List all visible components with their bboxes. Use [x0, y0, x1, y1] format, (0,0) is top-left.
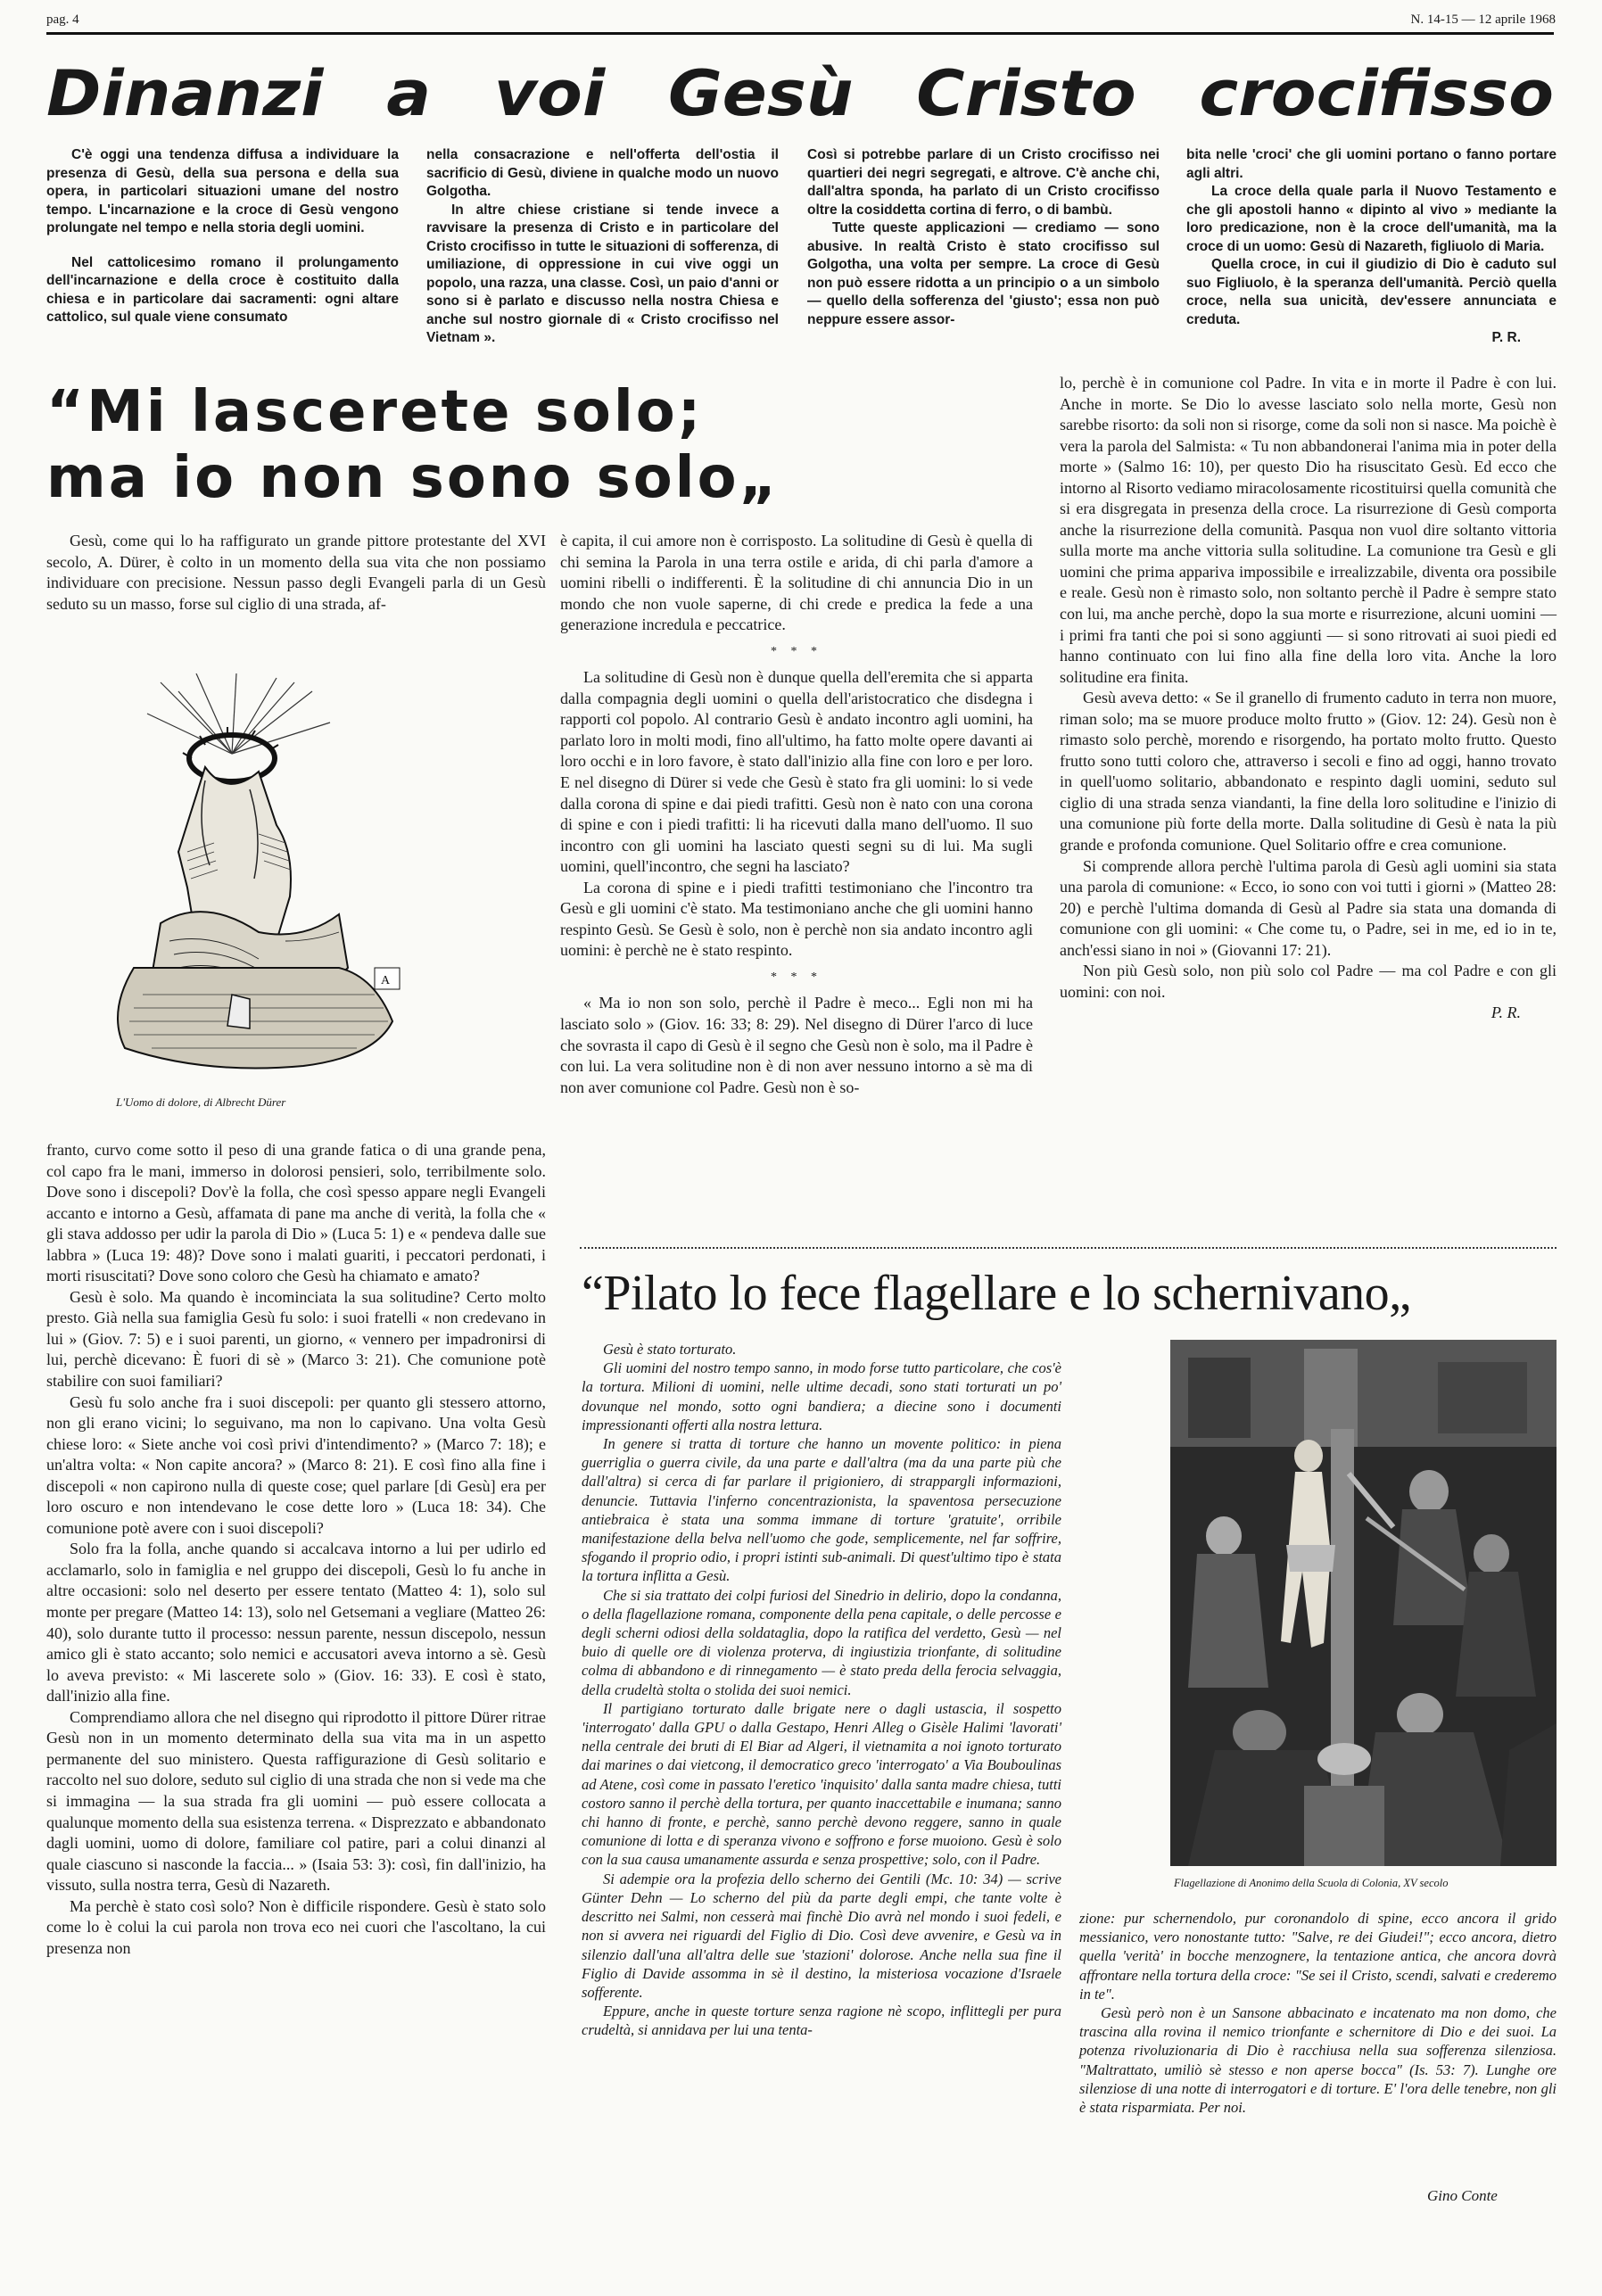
intro-column-4: bita nelle 'croci' che gli uomini portano o fanno portare agli altri. La croce della quale parla il Nuovo Testamento e che gli apostoli hanno « dipinto al vivo » mediante la loro predicazione, non è la croce dell'umanità, ma la croce di un uomo: Gesù di Nazareth, figliuolo di Maria. Quella croce, in cui il giudizio di Dio è caduto sul suo Figliuolo, è la speranza dell'umanità. Perciò quella croce, nella sua unicità, dev'essere annunciata e creduta. P. R.: [1186, 146, 1557, 348]
article-separator: [580, 1247, 1557, 1250]
title-word: crocifisso: [1199, 57, 1554, 130]
header-rule: [46, 32, 1554, 35]
svg-text:A: A: [381, 974, 391, 987]
intro-column-2: nella consacrazione e nell'offerta dell'ostia il sacrificio di Gesù, diviene in qualche modo un nuovo Golgotha. In altre chiese cristiane si tende invece a ravvisare la presenza di Cristo e in particolare del Cristo crocifisso in tutte le situazioni di sofferenza, di umiliazione, di oppressione in cui vive oggi un popolo, una razza, una classe. Così, un paio d'anni or sono si è parlato e discusso nella nostra Chiesa e anche sul nostro giornale di « Cristo crocifisso nel Vietnam ».: [426, 147, 779, 345]
intro-column-3: Così si potrebbe parlare di un Cristo crocifisso nei quartieri dei negri segregati, e altrove. C'è anche chi, dall'altra sponda, ha parlato di un Cristo crocifisso oltre la cosiddetta cortina di ferro, o di bambù. Tutte queste applicazioni — crediamo — sono abusive. In realtà Cristo è stato crocifisso sul Golgotha, una volta per sempre. La croce di Gesù non può essere ridotta a un principio o a un simbolo — quello della sofferenza del 'giusto'; essa non può neppure essere assor-: [807, 147, 1160, 327]
title-word: Cristo: [916, 57, 1136, 130]
article3-title: “Pilato lo fece flagellare e lo schernivano„: [582, 1266, 1411, 1321]
title-word: Gesù: [667, 57, 854, 130]
article2-column-1-bottom: franto, curvo come sotto il peso di una grande fatica o di una grande pena, col capo fra le mani, immerso in dolorosi pensieri, solo, terribilmente solo. Dove sono i discepoli? Dov'è la folla, che così spesso appare negli Evangeli accanto e intorno a Gesù, affamata di pane ma anche di verità, la folla che « gli stava addosso per udir la parola di Dio » (Luca 5: 1) e « pendeva dalle sue labbra » (Luca 19: 48)? Dove sono i malati guariti, i peccatori perdonati, i morti risuscitati? Dove sono coloro che Gesù ha chiamato e amato? Gesù è solo. Ma quando è incominciata la sua solitudine? Certo molto presto. Già nella sua famiglia Gesù fu solo: i suoi fratelli « non credevano in lui » (Giov. 7: 5) e i suoi parenti, un giorno, « vennero per impadronirsi di lui, perchè dicevano: È fuori di sè » (Marco 3: 21). Che comunione potè stabilire con suoi familiari? Gesù fu solo anche fra i suoi discepoli: per quanto gli stessero attorno, non gli erano vicini; lo seguivano, ma non lo capivano. Una volta Gesù chiese loro: « Siete anche voi così privi d'intendimento? » (Marco 7: 18); e un'altra volta: « Non capite ancora? » (Marco 8: 21). E così fino alla fine i discepoli « non capirono nulla di queste cose; quel parlare [di Gesù] era per loro oscuro e non intendevano le cose dette loro » (Luca 18: 34). Che comunione potè avere con i suoi discepoli? Solo fra la folla, anche quando si accalcava intorno a lui per udirlo ed acclamarlo, solo in famiglia e nel gruppo dei discepoli, Gesù lo fu anche in altre occasioni: solo nel deserto per essere tentato (Matteo 4: 1), solo sul monte per pregare (Matteo 14: 13), solo nel Getsemani a vegliare (Matteo 26: 40), solo durante tutto il processo: nessun parente, nessun discepolo, nessun amico gli è stato accanto; solo nemici e accusatori aveva intorno a sè. Gesù lo aveva previsto: « Mi lascerete solo » (Giov. 16: 33). E così è stato, dall'inizio alla fine. Comprendiamo allora che nel disegno qui riprodotto il pittore Dürer ritrae Gesù non in un momento determinato della sua vita ma in un aspetto permanente del suo ministero. Questa raffigurazione di Gesù solitario e raccolto nel suo dolore, seduto sul ciglio di una strada che non si vede ma che si immagina — la sua strada fra gli uomini — può essere collocata a qualunque momento della sua esistenza terrena. « Disprezzato e abbandonato dagli uomini, uomo di dolore, familiare col patire, pari a colui dinanzi al quale ciascuno si nasconde la faccia... » (Isaia 53: 3): così, fin dall'inizio, ha vissuto, sulla nostra terra, Gesù di Nazareth. Ma perchè è stato così solo? Non è difficile rispondere. Gesù è stato solo come lo è colui la cui parola non trova eco nei cuori che l'ascoltano, la cui presenza non: [46, 1141, 546, 1957]
article2-title-line2: ma io non sono solo„: [46, 445, 780, 511]
intro-signature: P. R.: [1491, 330, 1521, 345]
flagellation-caption: Flagellazione di Anonimo della Scuola di Colonia, XV secolo: [1174, 1877, 1449, 1889]
durer-woodcut-image: [71, 673, 446, 1079]
article2-signature: P. R.: [1491, 1003, 1521, 1022]
article2-title-line1: “Mi lascerete solo;: [46, 379, 704, 445]
intro-column-1: C'è oggi una tendenza diffusa a individuare la presenza di Gesù, della sua persona e della sua opera, in particolari situazioni umane del nostro tempo. L'incarnazione e la croce di Gesù vengono prolungate nel tempo e nella storia degli uomini. Nel cattolicesimo romano il prolungamento dell'incarnazione e della croce è costituito dalla chiesa e in particolare dai sacramenti: ogni altare cattolico, sul quale viene consumato: [46, 147, 399, 325]
durer-caption: L'Uomo di dolore, di Albrecht Dürer: [116, 1095, 286, 1109]
article3-signature: Gino Conte: [1427, 2187, 1498, 2204]
title-word: Dinanzi: [46, 57, 324, 130]
issue-date: N. 14-15 — 12 aprile 1968: [1410, 12, 1556, 27]
main-title: [46, 57, 1554, 130]
section-stars: * * *: [771, 644, 822, 658]
article2-column-3: lo, perchè è in comunione col Padre. In vita e in morte il Padre è con lui. Anche in morte. Se Dio lo avesse lasciato solo nella morte, Gesù non sarebbe risorto: da soli non si risorge, come da soli non si nasce. Ma poichè è vera la parola del Salmista: « Tu non abbandonerai l'anima mia in poter della morte » (Salmo 16: 10), per questo Dio ha risuscitato Gesù. Ed ecco che intorno al Risorto vediamo miracolosamente ricostituirsi quella comunità che si era disgregata in presenza della croce. La risurrezione di Gesù comporta anche la risurrezione della comunità. Pasqua non vuol dire soltanto vittoria sulla morte ma anche vittoria sulla solitudine. La comunione tra Gesù e gli uomini che prima appariva impossibile e irrealizzabile, diventa ora possibile e reale. Gesù non è rimasto solo, non soltanto perchè il Padre è sempre stato con lui, ma anche perchè, dopo la sua morte e risurrezione, alcuni uomini — i primi fra tanti che poi si sono aggiunti — si sono ritrovati ai suoi piedi ed hanno continuato con lui fino alla fine della loro vita. Anche la loro solitudine era finita. Gesù aveva detto: « Se il granello di frumento caduto in terra non muore, riman solo; ma se muore produce molto frutto » (Giov. 12: 24). Gesù non è rimasto solo perchè, morendo e risorgendo, ha portato molto frutto. Questo frutto sono tutti coloro che, attraverso i secoli e fino ad oggi, hanno trovato in quell'uomo solitario, abbandonato e respinto dagli uomini, seduto sul ciglio di una strada senza viandanti, la fine della loro solitudine e l'inizio di una comunione più forte della morte. Dalla solitudine di Gesù è nata la più grande e profonda comunione. Quel Solitario offre e crea comunione. Si comprende allora perchè l'ultima parola di Gesù agli uomini sia stata una parola di comunione: « Ecco, io sono con voi tutti i giorni » (Matteo 28: 20) e perchè l'ultima domanda di Gesù al Padre sia stata una domanda di comunione con gli uomini: « Che come tu, o Padre, sei in me, ed io in te, anch'essi siano in noi » (Giovanni 17: 21). Non più Gesù solo, non più solo col Padre — ma col Padre e con gli uomini: con noi. P. R.: [1060, 373, 1557, 1024]
page-number: pag. 4: [46, 12, 79, 27]
title-word: voi: [493, 57, 606, 130]
article3-column-2: zione: pur schernendolo, pur coronandolo di spine, ecco ancora il grido messianico, vero nonostante tutto: "Salve, re dei Giudei!"; ecco ancora, dietro quella 'verità' in bocche menzognere, la tentazione antica, che ancora dovrà affrontare nella tortura della croce: "Se sei il Cristo, scendi, salvati e crederemo in te". Gesù però non è un Sansone abbacinato e incatenato ma non domo, che trascina alla rovina il nemico trionfante e schernitore di Dio e dei suoi. La potenza rivoluzionaria di Dio è racchiusa nella sua sofferenza silenziosa. "Maltrattato, umiliò sè stesso e non aperse bocca" (Is. 53: 7). Lunghe ore silenziose di una notte di interrogatori e di torture. E' l'ora delle tenebre, non gli è stata risparmiata. Per noi.: [1079, 1910, 1557, 2117]
article3-column-1: Gesù è stato torturato. Gli uomini del nostro tempo sanno, in modo forse tutto particolare, che cos'è la tortura. Milioni di uomini, nelle ultime decadi, sono stati torturati un po' dovunque nel mondo, sotto ogni bandiera; a diecine sono i documenti impressionanti offerti alla nostra lettura. In genere si tratta di torture che hanno un movente politico: in piena guerriglia o guerra civile, da una parte e dall'altra (ma da una parte più che dall'altra) si cerca di far parlare il prigioniero, di strappargli informazioni, denuncie. Tuttavia l'inferno concentrazionista, la spaventosa persecuzione antiebraica è stata una somma immane di torture 'gratuite', orribile manifestazione della belva nell'uomo che gode, semplicemente, nel far soffrire, sfogando il proprio odio, i propri istinti sub-animali. Di quest'ultimo tipo è stata la tortura inflitta a Gesù. Che si sia trattato dei colpi furiosi del Sinedrio in delirio, dopo la condanna, o della flagellazione romana, componente della pena capitale, o delle percosse e degli scherni odiosi della soldataglia, dopo la ratifica del verdetto, Gesù — nel buio di quelle ore di violenza proterva, di ingiustizia trionfante, di solitudine colma di abbandono e di rinnegamento — è stato preda della ferocia selvaggia, della crudeltà stolta o stolida dei suoi nemici. Il partigiano torturato dalle brigate nere o dagli ustascia, il sospetto 'interrogato' dalla GPU o dalla Gestapo, Henri Alleg o Gisèle Halimi 'lavorati' nella centrale dei bruti di El Biar ad Algeri, il vietnamita a noi ignoto torturato dai marines o dai vietcong, il democratico greco 'interrogato' a Via Bouboulinas ad Atene, così come in passato l'eretico 'inquisito' dalla santa madre chiesa, tutti costoro sanno il perchè della tortura, per quanto inaccettabile e inumana; sanno chi hanno di fronte, e perchè, sanno perchè devono reggere, sanno in quale comunione di lotta e di speranza vivono e soffrono e forse muoiono. Gesù è solo con la sua causa umanamente assurda e senza prospettive; solo, con il Padre. Si adempie ora la profezia dello scherno dei Gentili (Mc. 10: 34) — scrive Günter Dehn — Lo scherno del più da parte degli empi, che tante volte è descritto nei Salmi, non cesserà mai finchè Dio avrà nel mondo i suoi fedeli, e non si avvera nei riguardi del Figlio di Dio. Così deve avvenire, e Gesù va in silenzio dall'una all'altra delle sue 'stazioni' dolorose. Anche nella sua fine il Figlio di Davide assomma in sè il destino, la misteriosa vocazione d'Israele sofferente. Eppure, anche in queste torture senza ragione nè scopo, inflittegli per pura crudeltà, si annidava per lui una tenta-: [582, 1341, 1061, 2039]
article2-column-1-top: Gesù, come qui lo ha raffigurato un grande pittore protestante del XVI secolo, A. Dürer, è colto in un momento della sua vita che non possiamo individuare con precisione. Nessun passo degli Evangeli parla di un Gesù seduto su un masso, forse sul ciglio di una strada, af-: [46, 532, 546, 613]
section-stars: * * *: [771, 970, 822, 984]
article2-column-2: è capita, il cui amore non è corrisposto. La solitudine di Gesù è quella di chi semina la Parola in una terra ostile e arida, di chi parla d'amore a uomini ribelli o indifferenti. È la solitudine di chi annuncia Dio in un mondo che non vuole saperne, di chi crede e predica la fede a una generazione incredula e peccatrice. * * * La solitudine di Gesù non è dunque quella dell'eremita che si apparta dalla compagnia degli uomini o quella dell'aristocratico che disdegna i rapporti col popolo. Al contrario Gesù è andato incontro agli uomini, ha parlato loro in molti modi, fino all'ultimo, ha fatto molte opere davanti ai loro occhi e in loro favore, è stato dall'inizio alla fine con loro e per loro. E nel disegno di Dürer si vede che Gesù è stato fra gli uomini: lo si vede dalla corona di spine e dai piedi trafitti. Gesù non è nato con una corona di spine e con i piedi trafitti: li ha ricevuti dalla mano dell'uomo. Il suo incontro con gli uomini ha lasciato questi segni su di lui. Ma sugli uomini, quell'incontro, che segni ha lasciato? La corona di spine e i piedi trafitti testimoniano che l'incontro tra Gesù e gli uomini c'è stato. Ma testimoniano anche che gli uomini hanno respinto Gesù. Se Gesù è solo, non è perchè non sia andato incontro agli uomini: è perchè ne è stato respinto. * * * « Ma io non son solo, perchè il Padre è meco... Egli non mi ha lasciato solo » (Giov. 16: 33; 8: 29). Nel disegno di Dürer l'arco di luce che sovrasta il capo di Gesù è il segno che Gesù non è solo, ma il Padre è con lui. La vera solitudine non è di non aver nessuno intorno a sè ma di non aver comunione col Padre. Gesù non è so-: [560, 532, 1033, 1096]
title-word: a: [386, 57, 432, 130]
flagellation-painting-image: [1170, 1340, 1557, 1866]
